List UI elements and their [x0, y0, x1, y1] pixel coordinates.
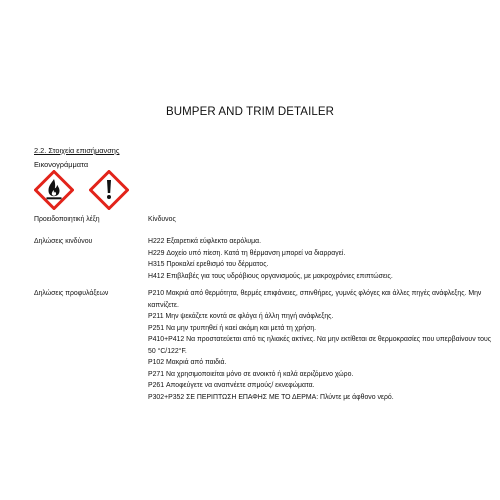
- precautionary-statement: P251 Να μην τρυπηθεί ή καεί ακόμη και μετά τη χρήση.: [148, 324, 317, 332]
- precautionary-statement: P410+P412 Να προστατεύεται από τις ηλιακές ακτίνες. Να μην εκτίθεται σε θερμοκρασίες που υπερβαίνουν τους 50 °C/122°F.: [148, 336, 492, 355]
- precautionary-statement: P211 Μην ψεκάζετε κοντά σε φλόγα ή άλλη πηγή ανάφλεξης.: [148, 313, 334, 320]
- pictograms-label: Εικονογράμματα: [34, 160, 89, 169]
- hazard-statement: H315 Προκαλεί ερεθισμό του δέρματος.: [148, 261, 269, 268]
- precautionary-statements-list: [148, 288, 498, 403]
- hazard-statements-list: [148, 236, 498, 282]
- hazard-statement: H222 Εξαιρετικά εύφλεκτο αερόλυμα.: [148, 238, 262, 245]
- section-heading: 2.2. Στοιχεία επισήμανσης: [34, 146, 120, 155]
- hazard-statement: H229 Δοχείο υπό πίεση. Κατά τη θέρμανση μπορεί να διαρραγεί.: [148, 249, 346, 257]
- precautionary-statement: P302+P352 ΣΕ ΠΕΡΙΠΤΩΣΗ ΕΠΑΦΗΣ ΜΕ ΤΟ ΔΕΡΜΑ: Πλύντε με άφθονο νερό.: [148, 393, 394, 401]
- signal-word-label: Προειδοποιητική λέξη: [34, 216, 100, 223]
- precautionary-statement: P261 Αποφεύγετε να αναπνέετε σπμούς/ εκνεφώματα.: [148, 382, 315, 389]
- precautionary-statement: P271 Να χρησιμοποιείται μόνο σε ανοικτό ή καλά αεριζόμενο χώρο.: [148, 370, 354, 378]
- ghs-flame-icon: [34, 170, 74, 210]
- hazard-statement: H412 Επιβλαβές για τους υδρόβιους οργανισμούς, με μακροχρόνιες επιπτώσεις.: [148, 272, 393, 280]
- document-title: BUMPER AND TRIM DETAILER: [165, 106, 335, 118]
- precautionary-statement: P210 Μακριά από θερμότητα, θερμές επιφάνειες, σπινθήρες, γυμνές φλόγες και άλλες πηγές ανάφλεξης. Μην καπνίζετε.: [148, 290, 482, 309]
- precautionary-statement: P102 Μακριά από παιδιά.: [148, 359, 227, 366]
- hazard-statements-label: Δηλώσεις κινδύνου: [34, 238, 93, 245]
- signal-word-value: Κίνδυνος: [148, 216, 176, 223]
- ghs-exclamation-icon: [89, 170, 129, 210]
- precautionary-statements-label: Δηλώσεις προφυλάξεων: [34, 290, 109, 297]
